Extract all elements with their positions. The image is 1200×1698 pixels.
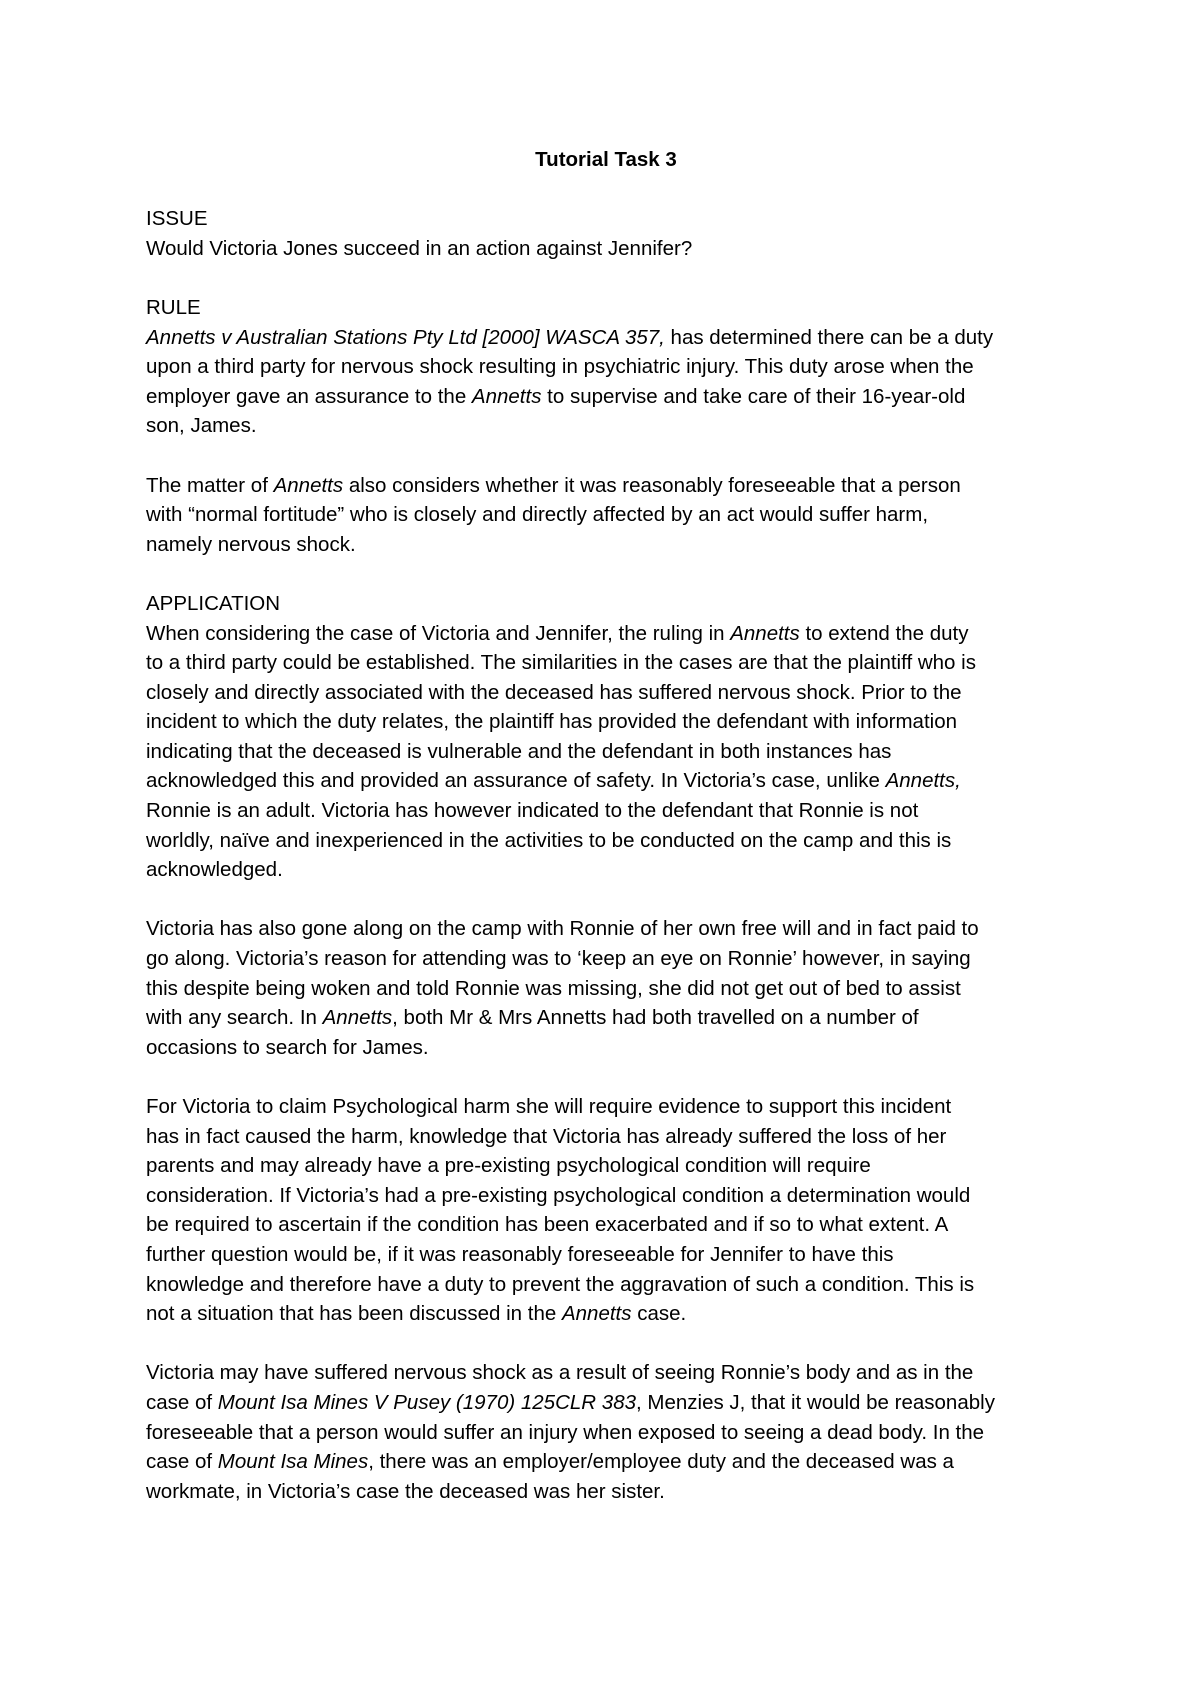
paragraph-line: knowledge and therefore have a duty to prevent the aggravation of such a condition. This is [146,1272,975,1296]
paragraph-line [146,619,1066,649]
text-span: case of [146,1390,218,1414]
paragraph-line: foreseeable that a person would suffer an injury when exposed to seeing a dead body. In the [146,1420,985,1444]
paragraph-line: this despite being woken and told Ronnie was missing, she did not get out of bed to assist [146,976,961,1000]
paragraph-line: be required to ascertain if the condition has been exacerbated and if so to what extent. A [146,1213,949,1237]
case-citation: Mount Isa Mines [217,1450,369,1474]
text-span: , there was an employer/employee duty and the deceased was a [368,1450,954,1474]
issue-section [146,204,1066,263]
paragraph-line: indicating that the deceased is vulnerable and the defendant in both instances has [146,739,892,763]
paragraph-line: consideration. If Victoria’s had a pre-existing psychological condition a determination would [146,1183,971,1207]
case-citation: Annetts [730,621,800,645]
text-span: case of [146,1450,218,1474]
paragraph-line [146,1388,1066,1418]
paragraph-line [146,382,1066,412]
case-citation: Annetts, [885,769,961,793]
paragraph-line: Victoria has also gone along on the camp with Ronnie of her own free will and in fact paid to [146,917,979,941]
rule-paragraph-1 [146,323,1066,441]
text-span: When considering the case of Victoria and Jennifer, the ruling in [146,621,731,645]
application-section [146,589,1066,1506]
text-span: The matter of [146,473,274,497]
application-paragraph-1 [146,619,1066,885]
application-paragraph-4 [146,1358,1066,1506]
paragraph-line: to a third party could be established. The similarities in the cases are that the plaintiff who is [146,651,976,675]
text-span: , Menzies J, that it would be reasonably [636,1390,995,1414]
document-title: Tutorial Task 3 [535,148,677,171]
paragraph-line: with “normal fortitude” who is closely and directly affected by an act would suffer harm, [146,503,929,527]
case-citation: Annetts [273,473,344,497]
case-citation: Annetts [561,1302,632,1326]
paragraph-line: Victoria may have suffered nervous shock as a result of seeing Ronnie’s body and as in the [146,1361,974,1385]
paragraph-line: upon a third party for nervous shock resulting in psychiatric injury. This duty arose when the [146,355,974,379]
paragraph-line [146,323,1066,353]
paragraph-line: parents and may already have a pre-existing psychological condition will require [146,1154,871,1178]
paragraph-line [146,1299,1066,1329]
text-span: acknowledged this and provided an assurance of safety. In Victoria’s case, unlike [146,769,886,793]
paragraph-line: worldly, naïve and inexperienced in the activities to be conducted on the camp and this is [146,828,952,852]
case-citation: Annetts [471,384,542,408]
text-span: to extend the duty [799,621,969,645]
rule-paragraph-2 [146,471,1066,560]
rule-section [146,293,1066,559]
text-span: also considers whether it was reasonably foreseeable that a person [343,473,961,497]
text-span: with any search. In [146,1006,323,1030]
paragraph-line [146,1003,1066,1033]
paragraph-line: incident to which the duty relates, the plaintiff has provided the defendant with information [146,710,958,734]
paragraph-line [146,766,1066,796]
paragraph-line: has in fact caused the harm, knowledge that Victoria has already suffered the loss of her [146,1124,947,1148]
text-span: to supervise and take care of their 16-year-old [541,384,966,408]
case-citation: Mount Isa Mines V Pusey (1970) 125CLR 383 [217,1390,636,1414]
issue-text: Would Victoria Jones succeed in an action against Jennifer? [146,236,693,260]
application-heading: APPLICATION [146,591,281,615]
rule-heading: RULE [146,295,201,319]
text-span: not a situation that has been discussed in the [146,1302,562,1326]
text-span: case. [631,1302,687,1326]
paragraph-line [146,471,1066,501]
document-body [146,145,1066,1536]
text-span: has determined there can be a duty [664,325,994,349]
paragraph-line: closely and directly associated with the deceased has suffered nervous shock. Prior to the [146,680,962,704]
text-span: , both Mr & Mrs Annetts had both travelled on a number of [392,1006,919,1030]
paragraph-line: Ronnie is an adult. Victoria has however indicated to the defendant that Ronnie is not [146,799,919,823]
paragraph-line: acknowledged. [146,858,283,882]
paragraph-line: occasions to search for James. [146,1035,429,1059]
issue-heading: ISSUE [146,207,208,231]
paragraph-line: namely nervous shock. [146,532,356,556]
paragraph-line: further question would be, if it was reasonably foreseeable for Jennifer to have this [146,1242,894,1266]
paragraph-line: go along. Victoria’s reason for attending was to ‘keep an eye on Ronnie’ however, in saying [146,947,971,971]
application-paragraph-2 [146,914,1066,1062]
paragraph-line: workmate, in Victoria’s case the deceased was her sister. [146,1479,665,1503]
paragraph-line: For Victoria to claim Psychological harm she will require evidence to support this incident [146,1095,952,1118]
paragraph-line [146,1447,1066,1477]
paragraph-line: son, James. [146,414,257,438]
case-citation: Annetts v Australian Stations Pty Ltd [2000] WASCA 357, [146,325,665,349]
text-span: employer gave an assurance to the [146,384,472,408]
application-paragraph-3 [146,1092,1066,1329]
case-citation: Annetts [322,1006,393,1030]
